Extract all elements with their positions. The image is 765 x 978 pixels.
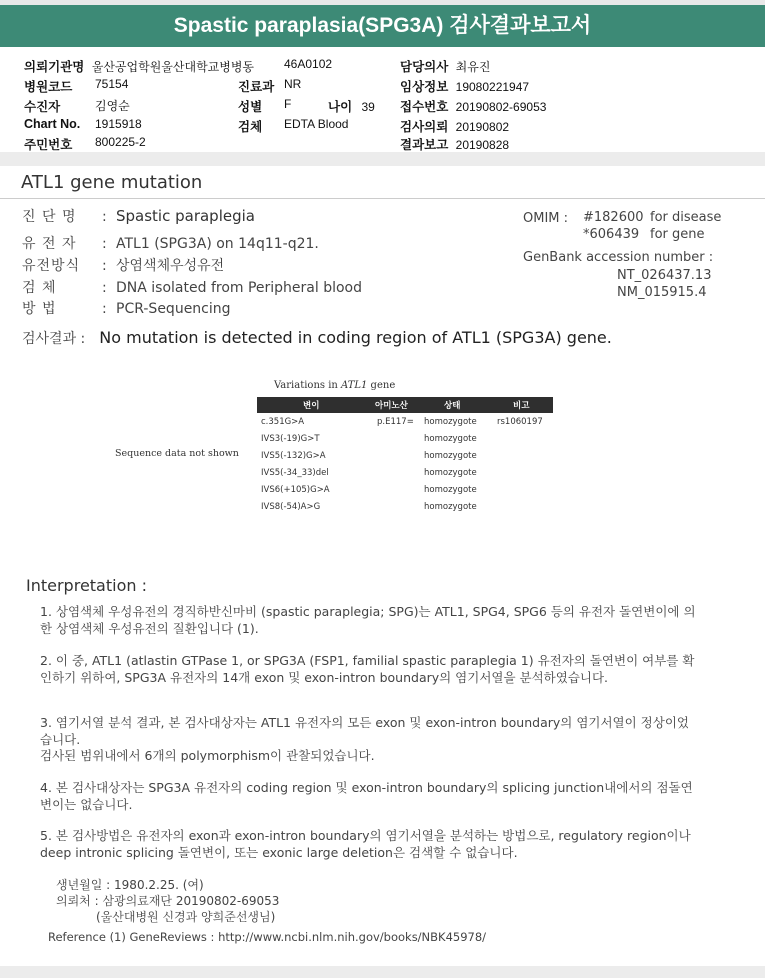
value-specimen-type: DNA isolated from Peripheral blood — [116, 280, 363, 296]
cell-status: homozygote — [424, 468, 477, 478]
interpretation-paragraph-4: 4. 본 검사대상자는 SPG3A 유전자의 coding region 및 exon-intron boundary의 splicing junction내에서의 점돌연변이는 없습니다. — [40, 780, 693, 812]
label-department: 진료과 — [238, 80, 275, 94]
interpretation-paragraph-1: 1. 상염색체 우성유전의 경직하반신마비 (spastic paraplegia; SPG)는 ATL1, SPG4, SPG6 등의 유전자 돌연변이에 의한 상염색체 우성유전의 질환입니다 (1). — [40, 604, 696, 636]
label-request-date: 검사의뢰 — [400, 120, 449, 134]
label-patient: 수진자 — [24, 100, 61, 114]
cell-variant: IVS8(-54)A>G — [261, 502, 321, 512]
label-clinical-info: 임상정보 — [400, 80, 449, 94]
caption-gene: ATL1 — [341, 380, 368, 391]
header-note: 비고 — [513, 401, 530, 411]
label-gene: 유 전 자 — [22, 236, 77, 252]
info-department — [238, 77, 274, 95]
info-chart — [24, 117, 80, 131]
cell-status: homozygote — [424, 485, 477, 495]
value-resident-no: 800225-2 — [95, 135, 146, 149]
test-result — [22, 328, 612, 348]
table-row — [257, 449, 553, 465]
cell-status: homozygote — [424, 417, 477, 427]
table-row — [257, 466, 553, 482]
caption-suffix: gene — [367, 380, 396, 391]
interpretation-paragraph-5: 5. 본 검사방법은 유전자의 exon과 exon-intron boundary의 염기서열을 분석하는 방법으로, regulatory region이나 deep intronic splicing 돌연변이, 또는 exonic large deletion은 검색할 수 없습니다. — [40, 828, 691, 860]
section-separator — [0, 152, 765, 166]
label-diagnosis: 진 단 명 — [22, 209, 77, 225]
info-row-1 — [24, 57, 254, 75]
info-specimen — [238, 117, 262, 135]
bottom-bar — [0, 966, 765, 978]
info-patient — [24, 97, 60, 115]
colon: : — [102, 301, 107, 317]
variant-table-header — [257, 397, 553, 413]
label-inheritance: 유전방식 — [22, 258, 81, 274]
label-specimen-method: 검 체 — [22, 280, 57, 296]
value-method: PCR-Sequencing — [116, 301, 231, 317]
report-title: Spastic paraplasia(SPG3A) 검사결과보고서 — [0, 5, 765, 47]
field-specimen — [22, 277, 362, 297]
value-gene: ATL1 (SPG3A) on 14q11-q21. — [116, 236, 319, 252]
footer-referrer: 의뢰처 : 삼광의료재단 20190802-69053 — [56, 894, 280, 908]
colon: : — [102, 258, 107, 274]
field-gene — [22, 233, 319, 253]
header-variant: 변이 — [303, 401, 320, 411]
value-doctor: 최유진 — [455, 60, 491, 74]
value-result: No mutation is detected in coding region of ATL1 (SPG3A) gene. — [99, 328, 612, 347]
genbank-nm: NM_015915.4 — [617, 285, 707, 300]
value-receipt-no: 20190802-69053 — [455, 100, 547, 114]
value-report-date: 20190828 — [455, 138, 510, 152]
cell-variant: IVS3(-19)G>T — [261, 434, 320, 444]
cell-note: rs1060197 — [497, 417, 543, 427]
value-diagnosis: Spastic paraplegia — [116, 207, 255, 225]
info-clinical — [400, 77, 529, 95]
table-row — [257, 432, 553, 448]
omim-disease-note: for disease — [650, 210, 722, 225]
table-row — [257, 483, 553, 499]
label-chart-no: Chart No. — [24, 117, 81, 131]
label-specimen: 검체 — [238, 120, 263, 134]
field-diagnosis — [22, 206, 255, 226]
info-report-date — [400, 135, 509, 153]
variant-table-caption — [274, 380, 395, 391]
header-amino-acid: 아미노산 — [375, 401, 408, 411]
colon: : — [102, 236, 107, 252]
omim-gene-note: for gene — [650, 227, 705, 242]
value-request-date: 20190802 — [455, 120, 510, 134]
value-department: NR — [284, 77, 302, 91]
value-requesting-institution: 울산공업학원울산대학교병병동 — [91, 60, 255, 74]
label-method: 방 법 — [22, 301, 57, 317]
info-sex — [238, 97, 262, 115]
info-hospital-code — [24, 77, 72, 95]
label-report-date: 결과보고 — [400, 138, 449, 152]
field-inheritance — [22, 255, 224, 275]
cell-status: homozygote — [424, 434, 477, 444]
value-inheritance: 상염색체우성유전 — [116, 258, 225, 274]
genbank-nt: NT_026437.13 — [617, 268, 712, 283]
footer-reference: Reference (1) GeneReviews : http://www.ncbi.nlm.nih.gov/books/NBK45978/ — [48, 930, 487, 944]
genbank-label: GenBank accession number : — [523, 250, 714, 265]
label-receipt-no: 접수번호 — [400, 100, 449, 114]
label-result: 검사결과 : — [22, 331, 86, 347]
label-resident-no: 주민번호 — [24, 138, 73, 152]
interpretation-paragraph-3b: 검사된 범위내에서 6개의 polymorphism이 관찰되었습니다. — [40, 748, 375, 763]
colon: : — [102, 209, 107, 225]
table-row — [257, 500, 553, 516]
value-ward-code: 46A0102 — [284, 57, 333, 71]
value-clinical-info: 19080221947 — [455, 80, 530, 94]
label-age: 나이 — [328, 100, 353, 114]
gene-section-title: ATL1 gene mutation — [21, 172, 203, 193]
info-doctor — [400, 57, 490, 75]
info-receipt — [400, 97, 546, 115]
colon: : — [102, 280, 107, 296]
value-sex: F — [284, 97, 292, 111]
info-request-date — [400, 117, 509, 135]
table-row — [257, 415, 553, 431]
footer-dob: 생년월일 : 1980.2.25. (여) — [56, 878, 204, 892]
omim-label: OMIM : — [523, 211, 569, 226]
omim-gene-id: *606439 — [583, 227, 640, 242]
omim-disease-id: #182600 — [583, 210, 644, 225]
field-method — [22, 298, 231, 318]
label-doctor: 담당의사 — [400, 60, 449, 74]
label-hospital-code: 병원코드 — [24, 80, 73, 94]
value-age: 39 — [361, 100, 375, 114]
value-specimen: EDTA Blood — [284, 117, 349, 131]
value-patient: 김영순 — [95, 99, 130, 113]
value-hospital-code: 75154 — [95, 77, 129, 91]
footer-referrer-detail: (울산대병원 신경과 양희준선생님) — [96, 910, 276, 924]
cell-amino-acid: p.E117= — [377, 417, 414, 427]
interpretation-title: Interpretation : — [26, 576, 147, 595]
interpretation-paragraph-2: 2. 이 중, ATL1 (atlastin GTPase 1, or SPG3A (FSP1, familial spastic paraplegia 1) 유전자의 돌연변이 여부를 확인하기 위하여, SPG3A 유전자의 14개 exon 및 exon-intron boundary의 염기서열을 분석하였습니다. — [40, 653, 695, 685]
info-age — [328, 97, 375, 115]
value-chart-no: 1915918 — [95, 117, 142, 131]
interpretation-paragraph-3a: 3. 염기서열 분석 결과, 본 검사대상자는 ATL1 유전자의 모든 exon 및 exon-intron boundary의 염기서열이 정상이었습니다. — [40, 715, 689, 747]
cell-variant: IVS6(+105)G>A — [261, 485, 330, 495]
cell-variant: IVS5(-34_33)del — [261, 468, 329, 478]
cell-variant: c.351G>A — [261, 417, 305, 427]
label-requesting-institution: 의뢰기관명 — [24, 60, 85, 74]
caption-prefix: Variations in — [274, 380, 342, 391]
gene-title-rule — [0, 198, 765, 199]
cell-variant: IVS5(-132)G>A — [261, 451, 326, 461]
info-resident-no — [24, 135, 72, 153]
sequence-note: Sequence data not shown — [115, 448, 239, 459]
header-status: 상태 — [444, 401, 461, 411]
cell-status: homozygote — [424, 451, 477, 461]
cell-status: homozygote — [424, 502, 477, 512]
label-sex: 성별 — [238, 100, 263, 114]
